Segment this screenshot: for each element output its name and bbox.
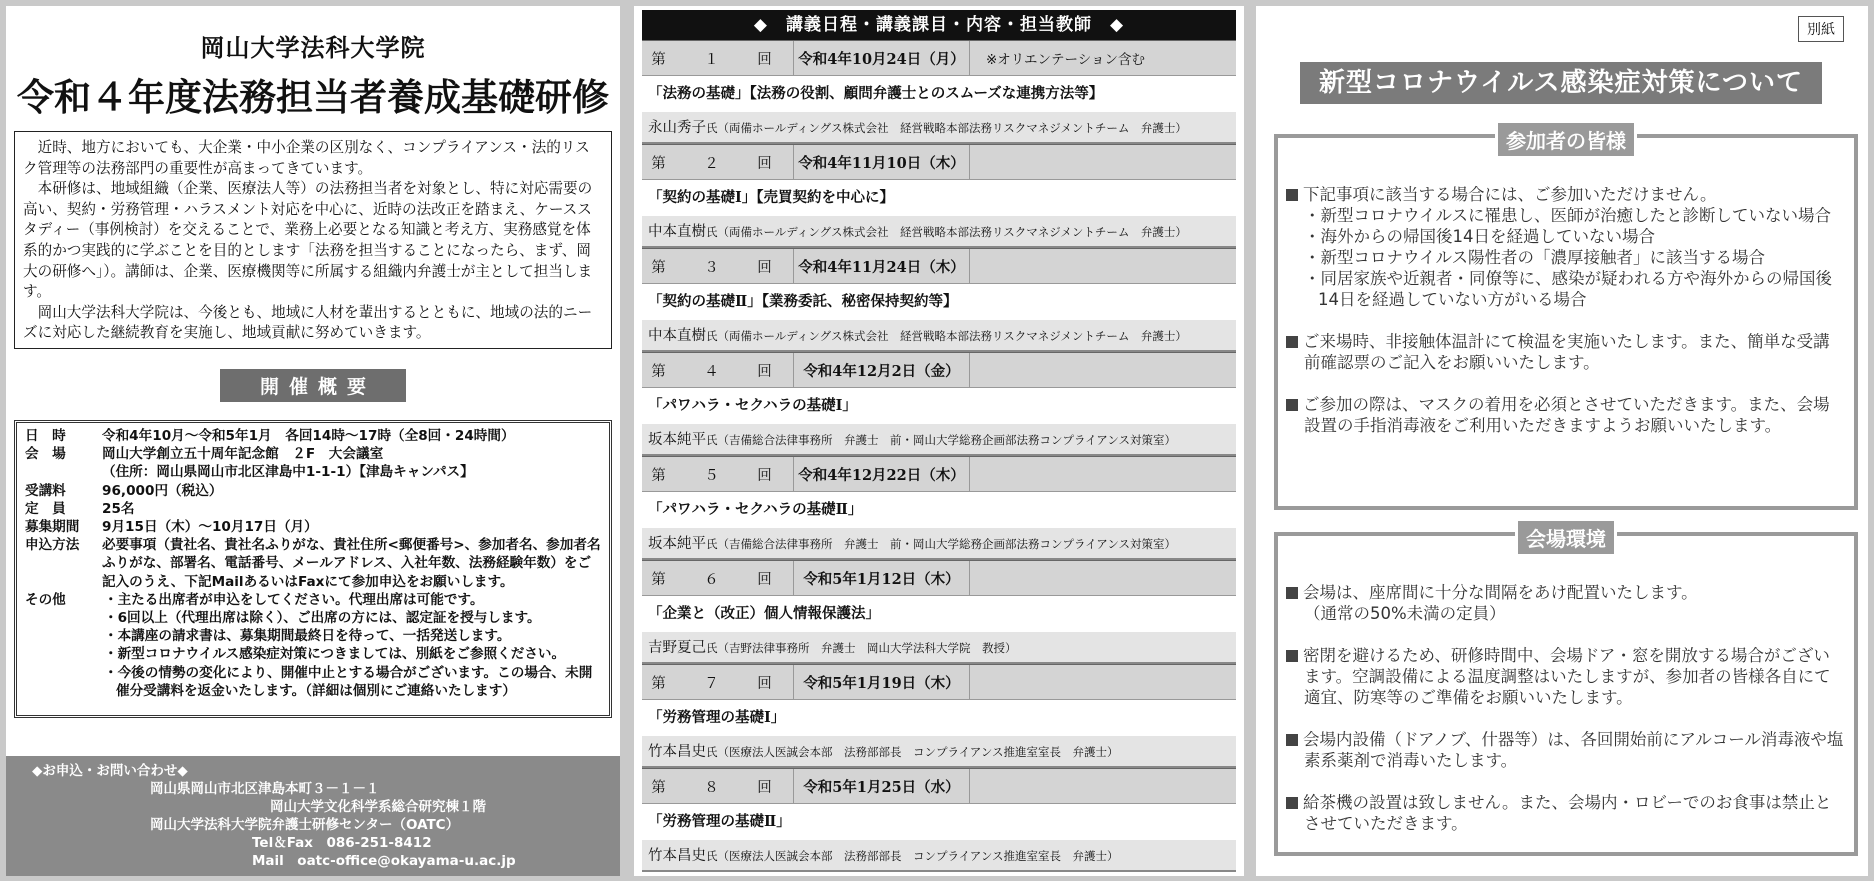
lecturer-affiliation: （医療法人医誠会本部 法務部部長 コンプライアンス推進室室長 弁護士） [717, 745, 1119, 759]
lecturer-suffix: 氏 [706, 641, 718, 655]
fee-label: 受講料 [25, 482, 66, 499]
session-note [970, 457, 1236, 491]
schedule-panel [634, 6, 1244, 876]
other-item: ・本講座の請求書は、募集期間最終日を待って、一括発送します。 [104, 628, 511, 645]
session-lecturer [642, 528, 1236, 560]
bullet-square-icon [1286, 650, 1298, 662]
lecturer-suffix: 氏 [706, 849, 718, 863]
notice-text: （通常の50%未満の定員） [1304, 604, 1506, 623]
contact-address: 岡山県岡山市北区津島本町３－１－１ [150, 781, 380, 797]
condition-item: ・同居家族や近親者・同僚等に、感染が疑われる方や海外からの帰国後14日を経過していない方がいる場合 [1304, 269, 1832, 309]
session-note [970, 353, 1236, 387]
session-lecturer [642, 840, 1236, 872]
session-note [970, 561, 1236, 595]
session-number: 第 ３ 回 [642, 249, 794, 283]
lecturer-suffix: 氏 [706, 537, 718, 551]
session-title: 「契約の基礎Ⅱ」【業務委託、秘密保持契約等】 [642, 284, 1236, 320]
bullet-square-icon [1286, 587, 1298, 599]
condition-item: ・新型コロナウイルス陽性者の「濃厚接触者」に該当する場合 [1304, 248, 1766, 267]
session-note [970, 769, 1236, 803]
lecturer-suffix: 氏 [706, 433, 718, 447]
other-item: ・主たる出席者が申込をしてください。代理出席は可能です。 [104, 591, 484, 608]
lecturer-affiliation: （吉備総合法律事務所 弁護士 前・岡山大学総務企画部法務コンプライアンス対策室） [717, 433, 1177, 447]
session-number: 第 ４ 回 [642, 353, 794, 387]
bullet-square-icon [1286, 734, 1298, 746]
attachment-label: 別紙 [1798, 16, 1844, 42]
condition-item: ・海外からの帰国後14日を経過していない場合 [1304, 227, 1655, 246]
bullet-square-icon [1286, 399, 1298, 411]
session-lecturer [642, 112, 1236, 144]
contact-heading: ◆お申込・お問い合わせ◆ [32, 763, 188, 779]
lecturer-affiliation: （両備ホールディングス株式会社 経営戦略本部法務リスクマネジメントチーム 弁護士） [717, 225, 1187, 239]
notice-text: 密閉を避けるため、研修時間中、会場ドア・窓を開放する場合がございます。空調設備による温度調整はいたしますが、参加者の皆様各自にて適宜、防寒等のご準備をお願いいたします。 [1303, 646, 1831, 707]
capacity-label: 定 員 [25, 500, 66, 517]
session-number: 第 ２ 回 [642, 145, 794, 179]
notice-text: ご参加の際は、マスクの着用を必須とさせていただきます。また、会場設置の手指消毒液をご利用いただきますようお願いいたします。 [1303, 395, 1830, 435]
session-block [642, 768, 1236, 872]
lecturer-name: 吉野夏己 [648, 640, 706, 656]
intro-paragraph: 近時、地方においても、大企業・中小企業の区別なく、コンプライアンス・法的リスク管理等の法務部門の重要性が高まってきています。 [23, 139, 590, 177]
overview-heading: 開催概要 [220, 369, 406, 402]
lecturer-affiliation: （吉野法律事務所 弁護士 岡山大学法科大学院 教授） [717, 641, 1017, 655]
contact-center: 岡山大学法科大学院弁護士研修センター（OATC） [150, 817, 460, 833]
bullet-square-icon [1286, 797, 1298, 809]
lecturer-affiliation: （医療法人医誠会本部 法務部部長 コンプライアンス推進室室長 弁護士） [717, 849, 1119, 863]
session-lecturer [642, 736, 1236, 768]
session-number: 第 ６ 回 [642, 561, 794, 595]
session-date: 令和4年12月2日（金） [794, 353, 970, 387]
other-item: ・6回以上（代理出席は除く）、ご出席の方には、認定証を授与します。 [104, 610, 541, 627]
covid-title: 新型コロナウイルス感染症対策について [1300, 62, 1822, 104]
notice-text: 下記事項に該当する場合には、ご参加いただけません。 [1303, 185, 1717, 204]
session-note: ※オリエンテーション含む [986, 52, 1146, 68]
period-value: 9月15日（木）～10月17日（月） [102, 519, 318, 536]
bullet-square-icon [1286, 336, 1298, 348]
session-title: 「企業と（改正）個人情報保護法」 [642, 596, 1236, 632]
session-title: 「パワハラ・セクハラの基礎Ⅰ」 [642, 388, 1236, 424]
lecturer-name: 竹本昌史 [648, 744, 706, 760]
schedule-header: ◆ 講義日程・講義課目・内容・担当教師 ◆ [642, 10, 1236, 40]
apply-value: 必要事項（貴社名、貴社名ふりがな、貴社住所<郵便番号>、参加者名、参加者名ふりがな、部署名、電話番号、メールアドレス、入社年数、法務経験年数）をご記入のうえ、下記MailあるいはFaxにて参加申込をお願いします。 [102, 537, 601, 590]
covid-panel [1256, 6, 1868, 876]
course-title: 令和４年度法務担当者養成基礎研修 [17, 75, 609, 119]
date-value: 令和4年10月～令和5年1月 各回14時～17時（全8回・24時間） [102, 428, 515, 444]
other-item: ・新型コロナウイルス感染症対策につきましては、別紙をご参照ください。 [104, 646, 566, 663]
session-date: 令和4年10月24日（月） [794, 41, 970, 75]
date-label: 日 時 [25, 428, 66, 444]
lecturer-affiliation: （両備ホールディングス株式会社 経営戦略本部法務リスクマネジメントチーム 弁護士） [717, 329, 1187, 343]
session-block [642, 40, 1236, 144]
lecturer-name: 中本直樹 [648, 328, 706, 344]
session-title: 「パワハラ・セクハラの基礎Ⅱ」 [642, 492, 1236, 528]
session-title: 「契約の基礎Ⅰ」【売買契約を中心に】 [642, 180, 1236, 216]
session-number: 第 ５ 回 [642, 457, 794, 491]
other-label: その他 [25, 591, 66, 608]
contact-tel: Tel＆Fax 086-251-8412 [252, 835, 432, 851]
lecturer-affiliation: （吉備総合法律事務所 弁護士 前・岡山大学総務企画部法務コンプライアンス対策室） [717, 537, 1177, 551]
session-lecturer [642, 424, 1236, 456]
lecturer-name: 坂本純平 [648, 536, 706, 552]
session-note [970, 665, 1236, 699]
notice-text: 会場内設備（ドアノブ、什器等）は、各回開始前にアルコール消毒液や塩素系薬剤で消毒いたします。 [1303, 730, 1844, 770]
venue-value: 岡山大学創立五十周年記念館 ２F 大会議室 [102, 446, 384, 463]
venue-env-title: 会場環境 [1515, 518, 1617, 557]
session-lecturer [642, 632, 1236, 664]
session-block [642, 664, 1236, 768]
contact-box [6, 756, 620, 876]
session-block [642, 456, 1236, 560]
apply-label: 申込方法 [25, 537, 80, 554]
venue-env-box [1274, 527, 1858, 856]
intro-box [14, 131, 612, 349]
session-note [970, 145, 1236, 179]
session-number: 第 ７ 回 [642, 665, 794, 699]
session-block [642, 144, 1236, 248]
lecturer-suffix: 氏 [706, 121, 718, 135]
session-date: 令和4年12月22日（木） [794, 457, 970, 491]
session-block [642, 248, 1236, 352]
details-box [14, 420, 612, 718]
capacity-value: 25名 [102, 500, 135, 517]
session-number: 第 ８ 回 [642, 769, 794, 803]
session-date: 令和5年1月12日（木） [794, 561, 970, 595]
lecturer-suffix: 氏 [706, 225, 718, 239]
session-date: 令和5年1月19日（木） [794, 665, 970, 699]
contact-building: 岡山大学文化科学系総合研究棟１階 [270, 799, 486, 815]
contact-mail[interactable]: Mail oatc-office@okayama-u.ac.jp [252, 853, 516, 869]
intro-paragraph: 本研修は、地域組織（企業、医療法人等）の法務担当者を対象とし、特に対応需要の高い、契約・労務管理・ハラスメント対応を中心に、近時の法改正を踏まえ、ケーススタディー（事例検討）を交えることで、業務上必要となる知識と考え方、実務感覚を体系的かつ実践的に学ぶことを目的とします「法務を担当することになったら、まず、岡大の研修へ」）。講師は、企業、医療機関等に所属する組織内弁護士が主として担当します。 [23, 180, 593, 301]
session-block [642, 560, 1236, 664]
period-label: 募集期間 [25, 519, 80, 536]
intro-paragraph: 岡山大学法科大学院は、今後とも、地域に人材を輩出するとともに、地域の法的ニーズに対応した継続教育を実施し、地域貢献に努めていきます。 [23, 303, 593, 342]
session-date: 令和4年11月24日（木） [794, 249, 970, 283]
participants-title: 参加者の皆様 [1495, 120, 1637, 159]
left-panel [6, 6, 620, 876]
notice-text: 給茶機の設置は致しません。また、会場内・ロビーでのお食事は禁止とさせていただきます。 [1303, 793, 1832, 833]
fee-value: 96,000円（税込） [102, 482, 223, 499]
session-block [642, 352, 1236, 456]
session-date: 令和5年1月25日（水） [794, 769, 970, 803]
notice-text: ご来場時、非接触体温計にて検温を実施いたします。また、簡単な受講前確認票のご記入をお願いいたします。 [1303, 332, 1830, 372]
session-date: 令和4年11月10日（木） [794, 145, 970, 179]
bullet-square-icon [1286, 189, 1298, 201]
condition-item: ・新型コロナウイルスに罹患し、医師が治癒したと診断していない場合 [1304, 206, 1832, 225]
participants-box [1274, 129, 1858, 510]
session-lecturer [642, 216, 1236, 248]
lecturer-affiliation: （両備ホールディングス株式会社 経営戦略本部法務リスクマネジメントチーム 弁護士） [717, 121, 1187, 135]
other-item: ・今後の情勢の変化により、開催中止とする場合がございます。この場合、未開催分受講料を返金いたします。（詳細は個別にご連絡いたします） [104, 664, 593, 699]
venue-label: 会 場 [25, 446, 66, 463]
session-number: 第 １ 回 [642, 41, 794, 75]
session-title: 「労務管理の基礎Ⅰ」 [642, 700, 1236, 736]
lecturer-suffix: 氏 [706, 329, 718, 343]
session-lecturer [642, 320, 1236, 352]
lecturer-name: 竹本昌史 [648, 848, 706, 864]
venue-address: （住所：岡山県岡山市北区津島中1-1-1）【津島キャンパス】 [102, 464, 474, 481]
notice-text: 会場は、座席間に十分な間隔をあけ配置いたします。 [1303, 583, 1698, 602]
lecturer-suffix: 氏 [706, 745, 718, 759]
lecturer-name: 中本直樹 [648, 224, 706, 240]
session-title: 「労務管理の基礎Ⅱ」 [642, 804, 1236, 840]
session-title: 「法務の基礎」【法務の役割、顧問弁護士とのスムーズな連携方法等】 [642, 76, 1236, 112]
session-note [970, 249, 1236, 283]
school-name: 岡山大学法科大学院 [200, 33, 426, 62]
lecturer-name: 坂本純平 [648, 432, 706, 448]
lecturer-name: 永山秀子 [648, 120, 706, 136]
